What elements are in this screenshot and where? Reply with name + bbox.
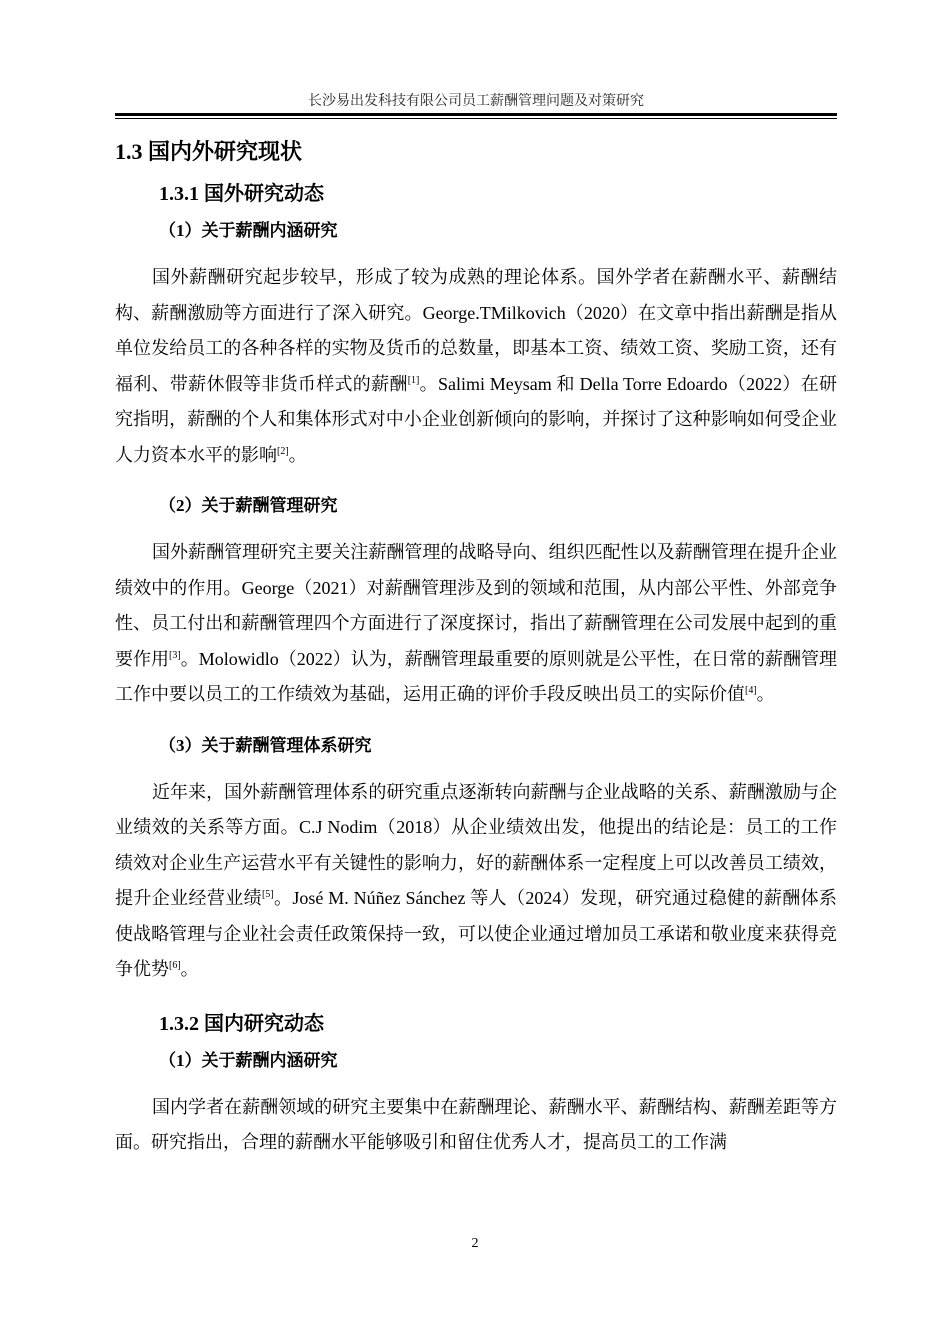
- subsection-title-foreign: 1.3.1 国外研究动态: [159, 183, 324, 205]
- header-rule-thick: [115, 113, 837, 116]
- item-heading-foreign-1: （1）关于薪酬内涵研究: [159, 221, 338, 240]
- paragraph-foreign-2: 国外薪酬管理研究主要关注薪酬管理的战略导向、组织匹配性以及薪酬管理在提升企业绩效中的作用。George（2021）对薪酬管理涉及到的领域和范围，从内部公平性、外部竞争性、员工付出和薪酬管理四个方面进行了深度探讨，指出了薪酬管理在公司发展中起到的重要作用[3]。Molowidlo（2022）认为，薪酬管理最重要的原则就是公平性，在日常的薪酬管理工作中要以员工的工作绩效为基础，运用正确的评价手段反映出员工的实际价值[4]。: [115, 542, 837, 704]
- citation-6[interactable]: [6]: [169, 960, 181, 971]
- citation-2[interactable]: [2]: [277, 445, 289, 457]
- header-rule-thin: [115, 118, 837, 119]
- citation-4[interactable]: [4]: [745, 685, 757, 696]
- running-header: 长沙易出发科技有限公司员工薪酬管理问题及对策研究: [308, 94, 644, 109]
- paragraph-domestic-1: 国内学者在薪酬领域的研究主要集中在薪酬理论、薪酬水平、薪酬结构、薪酬差距等方面。研究指出，合理的薪酬水平能够吸引和留住优秀人才，提高员工的工作满: [115, 1096, 837, 1152]
- item-heading-domestic-1: （1）关于薪酬内涵研究: [159, 1050, 338, 1070]
- page-content: [115, 128, 837, 1161]
- page-number: 2: [471, 1236, 479, 1251]
- paragraph-foreign-1: 国外薪酬研究起步较早，形成了较为成熟的理论体系。国外学者在薪酬水平、薪酬结构、薪酬激励等方面进行了深入研究。George.TMilkovich（2020）在文章中指出薪酬是指从单位发给员工的各种各样的实物及货币的总数量，即基本工资、绩效工资、奖励工资，还有福利、带薪休假等非货币样式的薪酬[1]。Salimi Meysam 和 Della Torre Edoardo（2022）在研究指明，薪酬的个人和集体形式对中小企业创新倾向的影响，并探讨了这种影响如何受企业人力资本水平的影响[2]。: [115, 267, 838, 465]
- item-heading-foreign-2: （2）关于薪酬管理研究: [159, 496, 338, 515]
- citation-5[interactable]: [5]: [261, 889, 274, 900]
- citation-3[interactable]: [3]: [169, 649, 181, 661]
- citation-1[interactable]: [1]: [407, 374, 420, 386]
- paragraph-foreign-3: 近年来，国外薪酬管理体系的研究重点逐渐转向薪酬与企业战略的关系、薪酬激励与企业绩效的关系等方面。C.J Nodim（2018）从企业绩效出发，他提出的结论是：员工的工作绩效对企业生产运营水平有关键性的影响力，好的薪酬体系一定程度上可以改善员工绩效，提升企业经营业绩[5]。José M. Núñez Sánchez 等人（2024）发现，研究通过稳健的薪酬体系使战略管理与企业社会责任政策保持一致，可以使企业通过增加员工承诺和敬业度来获得竞争优势[6]。: [115, 781, 837, 979]
- section-title: 1.3 国内外研究现状: [115, 139, 303, 164]
- item-heading-foreign-3: （3）关于薪酬管理体系研究: [159, 735, 372, 755]
- subsection-title-domestic: 1.3.2 国内研究动态: [159, 1012, 324, 1035]
